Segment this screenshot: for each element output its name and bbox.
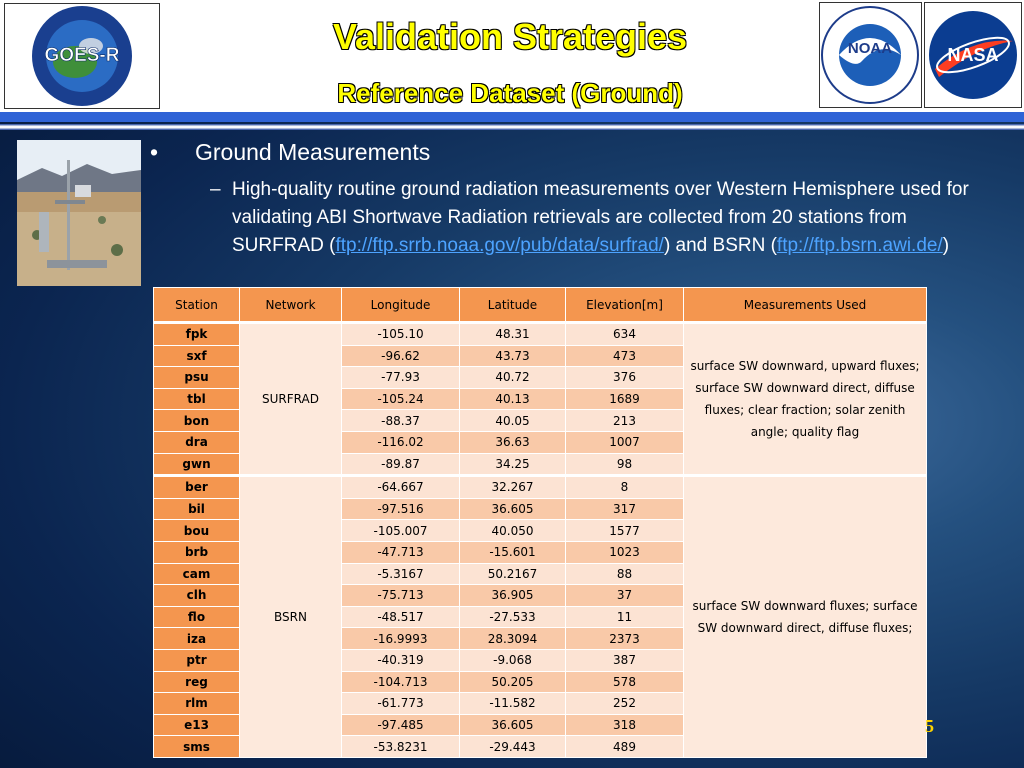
longitude-cell: -89.87 <box>342 453 460 476</box>
measurements-cell-bsrn: surface SW downward fluxes; surface SW downward direct, diffuse fluxes; <box>684 476 927 758</box>
table-header-row <box>154 288 927 323</box>
latitude-cell: -27.533 <box>460 606 566 628</box>
station-cell: cam <box>154 563 240 585</box>
ground-station-photo <box>17 140 141 286</box>
latitude-cell: -15.601 <box>460 541 566 563</box>
elevation-cell: 213 <box>566 410 684 432</box>
network-cell-surfrad: SURFRAD <box>240 323 342 476</box>
longitude-cell: -116.02 <box>342 431 460 453</box>
station-cell: clh <box>154 585 240 607</box>
svg-text:GOES-R: GOES-R <box>44 45 120 66</box>
elevation-cell: 37 <box>566 585 684 607</box>
longitude-cell: -47.713 <box>342 541 460 563</box>
elevation-cell: 252 <box>566 693 684 715</box>
bullet-text: Ground Measurements <box>195 139 431 165</box>
latitude-cell: 40.72 <box>460 367 566 389</box>
station-cell: bon <box>154 410 240 432</box>
surfrad-ftp-link[interactable]: ftp://ftp.srrb.noaa.gov/pub/data/surfrad/ <box>335 235 664 256</box>
longitude-cell: -97.485 <box>342 714 460 736</box>
header-elevation: Elevation[m] <box>566 288 684 323</box>
elevation-cell: 317 <box>566 498 684 520</box>
longitude-cell: -88.37 <box>342 410 460 432</box>
station-cell: dra <box>154 431 240 453</box>
elevation-cell: 8 <box>566 476 684 499</box>
latitude-cell: 40.13 <box>460 388 566 410</box>
goes-r-logo <box>4 3 160 109</box>
elevation-cell: 2373 <box>566 628 684 650</box>
station-cell: bou <box>154 520 240 542</box>
longitude-cell: -61.773 <box>342 693 460 715</box>
bullet-marker: • <box>150 139 159 165</box>
latitude-cell: -11.582 <box>460 693 566 715</box>
longitude-cell: -77.93 <box>342 367 460 389</box>
elevation-cell: 1023 <box>566 541 684 563</box>
station-cell: sms <box>154 736 240 758</box>
header-rule <box>0 124 1024 130</box>
station-cell: sxf <box>154 345 240 367</box>
latitude-cell: 36.905 <box>460 585 566 607</box>
latitude-cell: -9.068 <box>460 649 566 671</box>
longitude-cell: -75.713 <box>342 585 460 607</box>
longitude-cell: -105.24 <box>342 388 460 410</box>
page-number: 5 <box>925 716 934 736</box>
station-cell: iza <box>154 628 240 650</box>
elevation-cell: 473 <box>566 345 684 367</box>
elevation-cell: 1007 <box>566 431 684 453</box>
measurements-cell-surfrad: surface SW downward, upward fluxes; surface SW downward direct, diffuse fluxes; clear fraction; solar zenith angle; quality flag <box>684 323 927 476</box>
elevation-cell: 11 <box>566 606 684 628</box>
station-cell: bil <box>154 498 240 520</box>
elevation-cell: 376 <box>566 367 684 389</box>
station-cell: flo <box>154 606 240 628</box>
longitude-cell: -104.713 <box>342 671 460 693</box>
slide-title: Validation Strategies <box>332 16 688 57</box>
longitude-cell: -96.62 <box>342 345 460 367</box>
longitude-cell: -48.517 <box>342 606 460 628</box>
elevation-cell: 634 <box>566 323 684 346</box>
longitude-cell: -5.3167 <box>342 563 460 585</box>
sub-bullet-end: ) <box>942 235 950 256</box>
elevation-cell: 489 <box>566 736 684 758</box>
latitude-cell: 50.2167 <box>460 563 566 585</box>
header-station: Station <box>154 288 240 323</box>
nasa-logo <box>924 2 1022 108</box>
table-row <box>154 476 927 499</box>
slide-subtitle: Reference Dataset (Ground) <box>337 78 683 108</box>
elevation-cell: 88 <box>566 563 684 585</box>
latitude-cell: 48.31 <box>460 323 566 346</box>
station-cell: rlm <box>154 693 240 715</box>
latitude-cell: 36.63 <box>460 431 566 453</box>
header-longitude: Longitude <box>342 288 460 323</box>
station-cell: gwn <box>154 453 240 476</box>
stations-table <box>153 287 927 758</box>
latitude-cell: 43.73 <box>460 345 566 367</box>
sub-bullet-text <box>232 176 992 260</box>
latitude-cell: 40.05 <box>460 410 566 432</box>
latitude-cell: 28.3094 <box>460 628 566 650</box>
latitude-cell: 50.205 <box>460 671 566 693</box>
station-cell: tbl <box>154 388 240 410</box>
latitude-cell: 34.25 <box>460 453 566 476</box>
longitude-cell: -97.516 <box>342 498 460 520</box>
svg-text:NOAA: NOAA <box>847 40 893 57</box>
latitude-cell: 36.605 <box>460 714 566 736</box>
latitude-cell: -29.443 <box>460 736 566 758</box>
station-cell: brb <box>154 541 240 563</box>
elevation-cell: 318 <box>566 714 684 736</box>
elevation-cell: 98 <box>566 453 684 476</box>
latitude-cell: 36.605 <box>460 498 566 520</box>
longitude-cell: -64.667 <box>342 476 460 499</box>
longitude-cell: -105.007 <box>342 520 460 542</box>
sub-bullet-mid: ) and BSRN ( <box>663 235 777 256</box>
header-measurements: Measurements Used <box>684 288 927 323</box>
longitude-cell: -16.9993 <box>342 628 460 650</box>
elevation-cell: 1577 <box>566 520 684 542</box>
station-cell: reg <box>154 671 240 693</box>
header-network: Network <box>240 288 342 323</box>
station-cell: psu <box>154 367 240 389</box>
svg-text:NASA: NASA <box>947 45 999 65</box>
elevation-cell: 578 <box>566 671 684 693</box>
table-row <box>154 323 927 346</box>
longitude-cell: -53.8231 <box>342 736 460 758</box>
elevation-cell: 1689 <box>566 388 684 410</box>
station-cell: ptr <box>154 649 240 671</box>
latitude-cell: 32.267 <box>460 476 566 499</box>
header-latitude: Latitude <box>460 288 566 323</box>
station-cell: ber <box>154 476 240 499</box>
sub-bullet-marker: – <box>210 179 221 200</box>
elevation-cell: 387 <box>566 649 684 671</box>
header-divider <box>0 112 1024 122</box>
bsrn-ftp-link[interactable]: ftp://ftp.bsrn.awi.de/ <box>776 235 943 256</box>
longitude-cell: -105.10 <box>342 323 460 346</box>
network-cell-bsrn: BSRN <box>240 476 342 758</box>
longitude-cell: -40.319 <box>342 649 460 671</box>
station-cell: e13 <box>154 714 240 736</box>
station-cell: fpk <box>154 323 240 346</box>
sub-bullet-lead: High-quality routine ground radiation measurements over Western Hemisphere used for validating ABI Shortwave Radiation retrievals are collected from 20 stations from SURFRAD ( <box>232 179 969 256</box>
latitude-cell: 40.050 <box>460 520 566 542</box>
